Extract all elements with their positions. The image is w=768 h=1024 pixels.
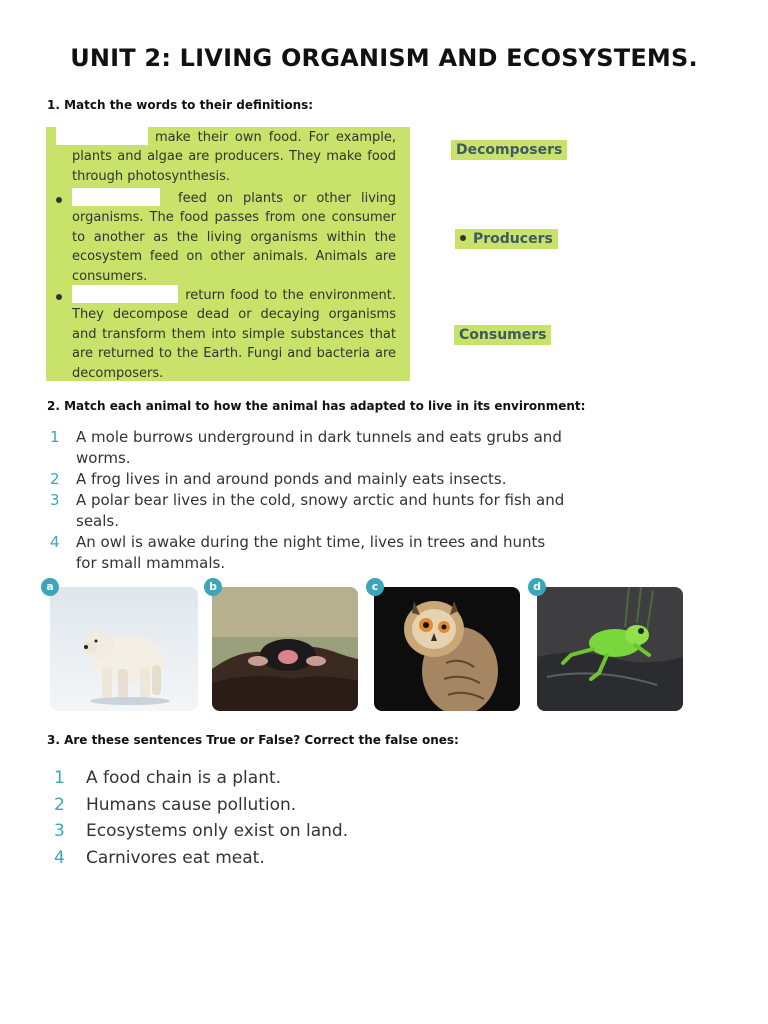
list-item: 3 A polar bear lives in the cold, snowy arctic and hunts for fish and seals. bbox=[50, 491, 565, 530]
section3-instruction: 3. Are these sentences True or False? Correct the false ones: bbox=[47, 733, 459, 747]
bullet-icon bbox=[56, 197, 62, 203]
section1-instruction: 1. Match the words to their definitions: bbox=[47, 98, 314, 112]
answer-blank-1[interactable] bbox=[56, 127, 148, 145]
adaptation-list bbox=[50, 427, 570, 574]
photo-label-c: c bbox=[366, 578, 384, 596]
list-item: 4 An owl is awake during the night time, lives in trees and hunts for small mammals. bbox=[50, 533, 546, 572]
answer-blank-2[interactable] bbox=[72, 188, 160, 206]
bullet-icon bbox=[56, 294, 62, 300]
page-title: UNIT 2: LIVING ORGANISM AND ECOSYSTEMS. bbox=[70, 44, 698, 72]
list-item: 4 Carnivores eat meat. bbox=[54, 847, 265, 868]
list-item: 3 Ecosystems only exist on land. bbox=[54, 821, 349, 841]
definition-1: make their own food. For example, plants and algae are producers. They make food through photosynthesis. bbox=[72, 127, 396, 186]
answer-blank-3[interactable] bbox=[72, 285, 178, 303]
list-item: 2 A frog lives in and around ponds and mainly eats insects. bbox=[50, 470, 507, 488]
definition-2: feed on plants or other living organisms. The food passes from one consumer to another as the living organisms within the ecosystem feed on other animals. Animals are consumers. bbox=[72, 188, 396, 286]
word-decomposers[interactable]: Decomposers bbox=[451, 140, 567, 160]
photo-label-d: d bbox=[528, 578, 546, 596]
definitions-box bbox=[46, 127, 410, 381]
bullet-icon bbox=[460, 235, 466, 241]
word-producers[interactable]: Producers bbox=[455, 229, 558, 249]
photo-owl bbox=[374, 587, 520, 711]
word-consumers[interactable]: Consumers bbox=[454, 325, 551, 345]
section2-instruction: 2. Match each animal to how the animal has adapted to live in its environment: bbox=[47, 399, 586, 413]
definition-3: return food to the environment. They decompose dead or decaying organisms and transform them into simple substances that are returned to the Earth. Fungi and bacteria are decomposers. bbox=[72, 285, 396, 383]
photo-frog bbox=[537, 587, 683, 711]
photo-polar-bear bbox=[50, 587, 198, 711]
list-item: 2 Humans cause pollution. bbox=[54, 794, 297, 815]
list-item: 1 A mole burrows underground in dark tunnels and eats grubs and worms. bbox=[50, 428, 562, 467]
photo-label-b: b bbox=[204, 578, 222, 596]
photo-label-a: a bbox=[41, 578, 59, 596]
list-item: 1 A food chain is a plant. bbox=[54, 768, 282, 788]
photo-mole bbox=[212, 587, 358, 711]
true-false-list bbox=[54, 765, 554, 871]
